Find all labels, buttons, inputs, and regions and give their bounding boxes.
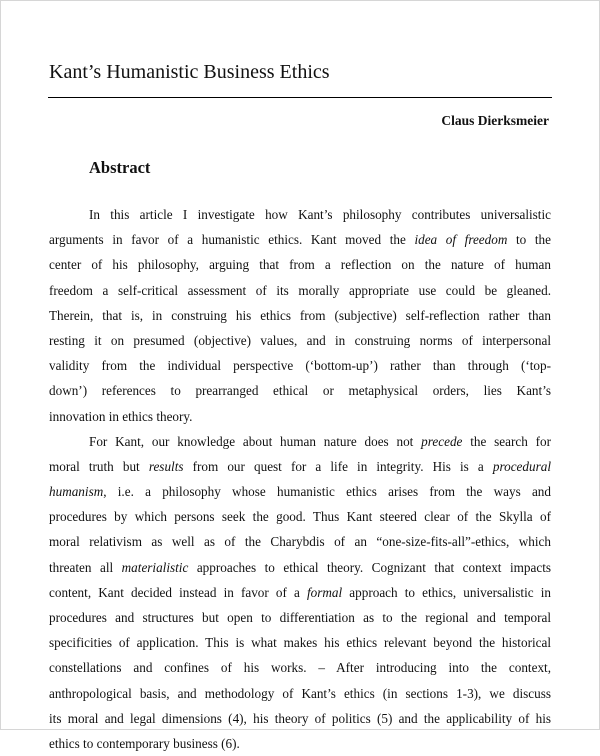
text-run: approach to ethics, universalistic in <box>342 584 551 600</box>
text-run: innovation in ethics theory. <box>49 408 193 424</box>
text-line <box>49 655 551 680</box>
text-run: freedom a self-critical assessment of its morally appropriate use could be gleaned. <box>49 282 551 298</box>
text-line <box>49 278 551 303</box>
text-line <box>49 706 551 731</box>
text-run: its moral and legal dimensions (4), his theory of politics (5) and the applicability of his <box>49 710 551 726</box>
text-run: , i.e. a philosophy whose humanistic ethics arises from the ways and <box>103 484 551 500</box>
text-run: moral truth but <box>49 458 149 474</box>
text-run: threaten all <box>49 559 122 575</box>
text-line <box>49 504 551 529</box>
text-line <box>49 630 551 655</box>
text-line <box>49 227 551 252</box>
text-run: down’) references to prearranged ethical or metaphysical orders, lies Kant’s <box>49 383 551 399</box>
document-title: Kant’s Humanistic Business Ethics <box>49 61 330 83</box>
italic-text: procedural <box>492 458 551 474</box>
text-run: constellations and confines of his works. – After introducing into the context, <box>49 660 551 676</box>
text-run: In this article I investigate how Kant’s philosophy contributes universalistic <box>89 207 551 222</box>
text-line <box>49 731 551 756</box>
italic-text: materialistic <box>121 559 189 575</box>
text-line <box>49 353 551 378</box>
italic-text: humanism <box>49 484 104 500</box>
text-line <box>49 605 551 630</box>
text-line <box>49 404 551 429</box>
abstract-body <box>49 202 551 756</box>
text-line <box>49 303 551 328</box>
text-run: arguments in favor of a humanistic ethics. Kant moved the <box>49 232 415 248</box>
text-line <box>49 202 551 227</box>
text-line <box>49 580 551 605</box>
italic-text: idea of freedom <box>414 232 508 248</box>
text-run: validity from the individual perspective (‘bottom-up’) rather than through (‘top- <box>49 358 551 374</box>
text-run: approaches to ethical theory. Cognizant that context impacts <box>188 559 551 575</box>
text-run: moral relativism as well as of the Charybdis of an “one-size-fits-all”-ethics, which <box>49 534 551 550</box>
text-run: to the <box>507 232 551 248</box>
text-line <box>49 429 551 454</box>
text-run: from our quest for a life in integrity. His is a <box>183 458 493 474</box>
text-line <box>49 479 551 504</box>
text-line <box>49 328 551 353</box>
text-run: resting it on presumed (objective) values, and in construing norms of interpersonal <box>49 332 551 348</box>
text-line <box>49 252 551 277</box>
italic-text: formal <box>307 584 343 600</box>
text-run: the search for <box>462 433 552 449</box>
abstract-heading: Abstract <box>89 158 151 177</box>
text-run: procedures by which persons seek the good. Thus Kant steered clear of the Skylla of <box>49 509 551 525</box>
text-run: anthropological basis, and methodology of Kant’s ethics (in sections 1-3), we discuss <box>49 685 551 701</box>
text-line <box>49 378 551 403</box>
text-run: Therein, that is, in construing his ethics from (subjective) self-reflection rather than <box>49 307 551 323</box>
author-name: Claus Dierksmeier <box>441 113 549 128</box>
text-line <box>49 555 551 580</box>
italic-text: results <box>148 458 184 474</box>
text-run: For Kant, our knowledge about human nature does not <box>89 433 422 449</box>
text-run: ethics to contemporary business (6). <box>49 735 240 751</box>
text-run: center of his philosophy, arguing that from a reflection on the nature of human <box>49 257 551 273</box>
text-line <box>49 681 551 706</box>
text-line <box>49 529 551 554</box>
text-run: procedures and structures but open to differentiation as to the regional and temporal <box>49 610 551 625</box>
text-run: content, Kant decided instead in favor of a <box>49 584 307 600</box>
text-line <box>49 454 551 479</box>
text-run: specificities of application. This is what makes his ethics relevant beyond the historical <box>49 635 551 651</box>
title-divider <box>48 97 552 98</box>
italic-text: precede <box>421 433 463 449</box>
